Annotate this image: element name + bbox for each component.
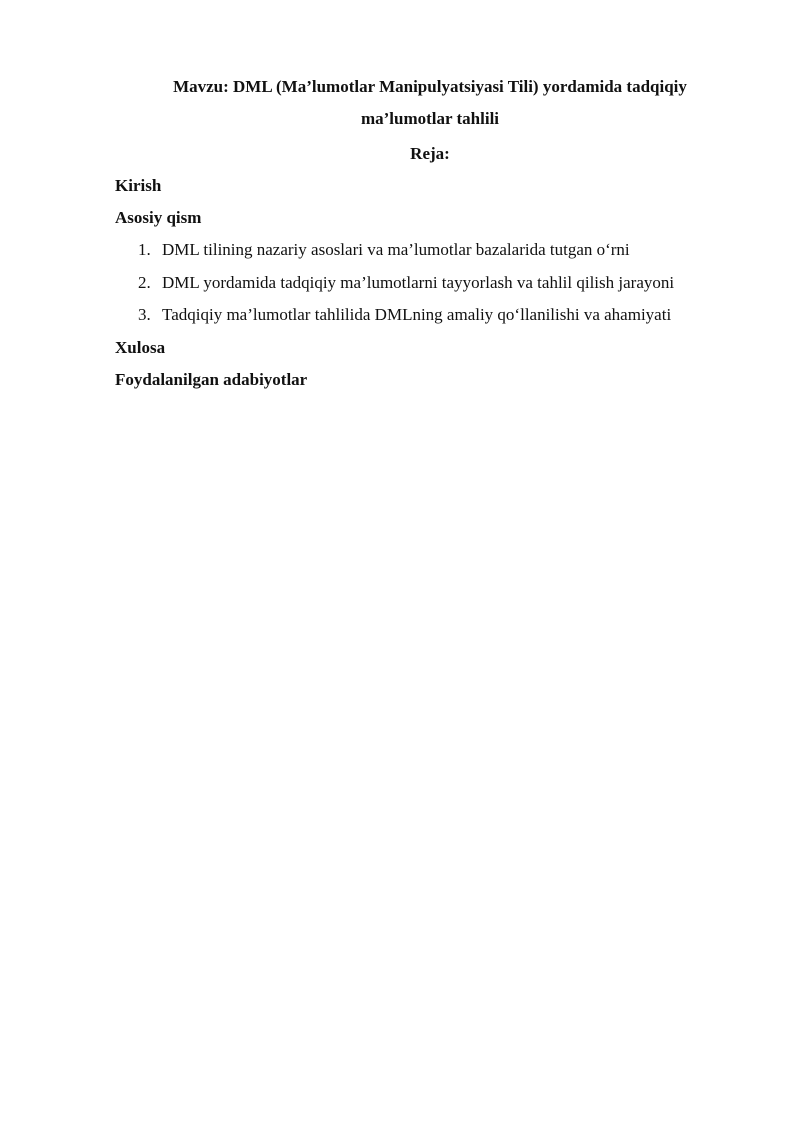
section-intro: Kirish [115, 176, 162, 195]
section-main: Asosiy qism [115, 208, 202, 227]
document-title-line-1: Mavzu: DML (Ma’lumotlar Manipulyatsiyasi Tili) yordamida tadqiqiy [173, 77, 687, 96]
section-conclusion: Xulosa [115, 338, 166, 357]
list-item-number: 3. [138, 305, 151, 324]
list-item [138, 305, 671, 325]
list-item-number: 1. [138, 240, 151, 259]
list-item-text: DML tilining nazariy asoslari va ma’lumotlar bazalarida tutgan o‘rni [162, 240, 630, 259]
list-item-text: Tadqiqiy ma’lumotlar tahlilida DMLning amaliy qo‘llanilishi va ahamiyati [162, 305, 672, 324]
section-references: Foydalanilgan adabiyotlar [115, 370, 308, 389]
list-item [138, 273, 674, 293]
list-item-number: 2. [138, 273, 151, 292]
list-item-text: DML yordamida tadqiqiy ma’lumotlarni tayyorlash va tahlil qilish jarayoni [162, 273, 675, 292]
list-item [138, 240, 630, 260]
document-title-line-2: ma’lumotlar tahlili [360, 109, 500, 128]
plan-heading: Reja: [410, 144, 450, 163]
